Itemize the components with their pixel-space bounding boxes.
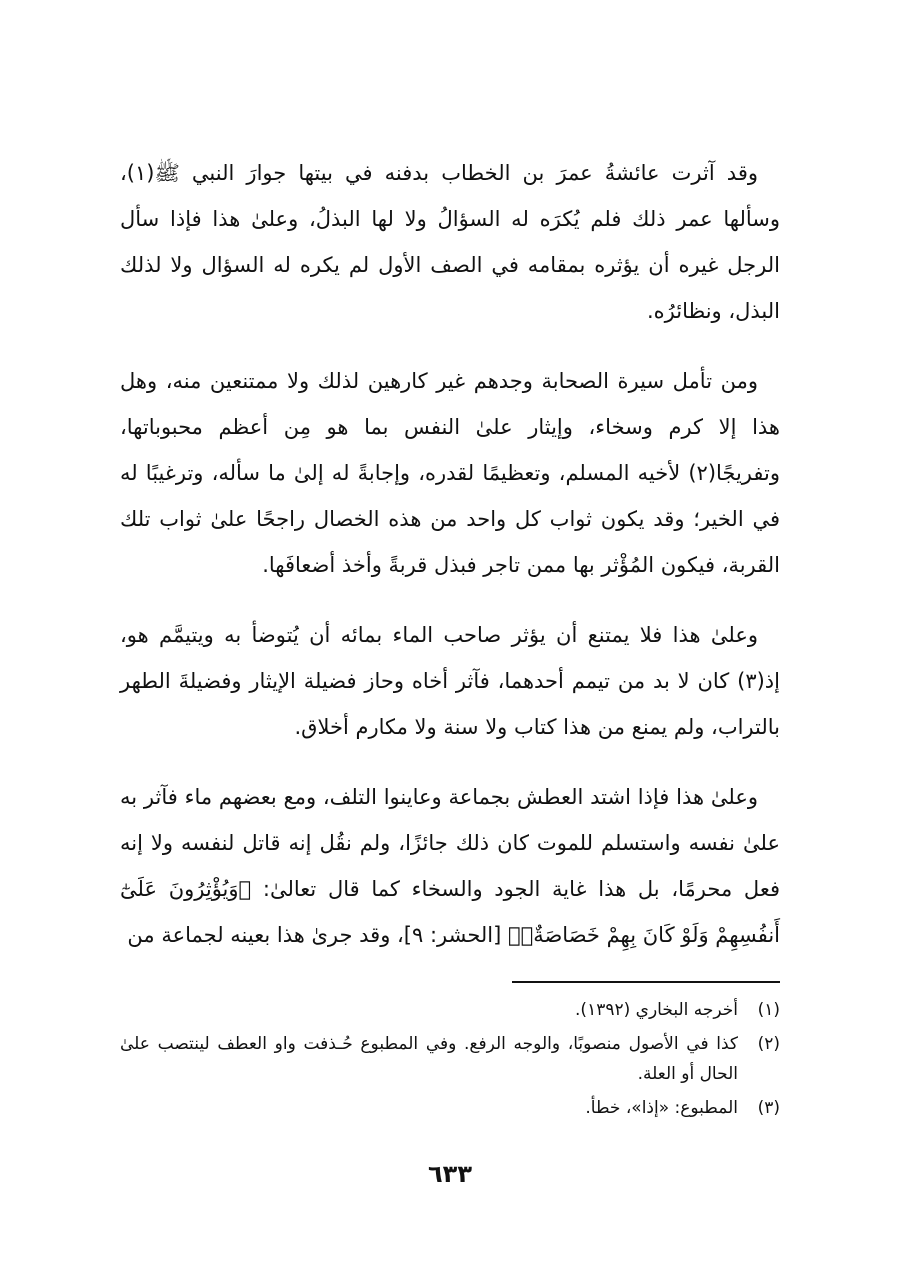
paragraph: وعلىٰ هذا فإذا اشتد العطش بجماعة وعاينوا التلف، ومع بعضهم ماء فآثر به علىٰ نفسه واستسلم للموت كان ذلك جائزًا، ولم نقُل إنه قاتل لنفسه ولا إنه فعل محرمًا، بل هذا غاية الجود والسخاء كما قال تعالىٰ: ﴿وَيُؤْثِرُونَ عَلَىٰٓ أَنفُسِهِمْ وَلَوْ كَانَ بِهِمْ خَصَاصَةٌۚ﴾ [الحشر: ٩]، وقد جرىٰ هذا بعينه لجماعة من bbox=[120, 785, 780, 947]
footnote-text: كذا في الأصول منصوبًا، والوجه الرفع. وفي المطبوع حُـذفت واو العطف لينتصب علىٰ الحال أو العلة. bbox=[120, 1034, 738, 1084]
footnotes-section bbox=[120, 995, 780, 1127]
paragraph: وقد آثرت عائشةُ عمرَ بن الخطاب بدفنه في بيتها جوارَ النبي ﷺ(١)، وسألها عمر ذلك فلم يُكرَه له السؤالُ ولا لها البذلُ، وعلىٰ هذا فإذا سأل الرجل غيره أن يؤثره بمقامه في الصف الأول لم يكره له السؤال ولا لذلك البذل، ونظائرُه. bbox=[120, 161, 780, 323]
main-text-block bbox=[120, 150, 780, 958]
footnote bbox=[120, 1093, 780, 1123]
page-number: ٦٣٣ bbox=[428, 1160, 472, 1188]
footnote-text: أخرجه البخاري (١٣٩٢). bbox=[575, 1000, 738, 1020]
footnote bbox=[120, 1029, 780, 1089]
footnote-text: المطبوع: «إذا»، خطأ. bbox=[585, 1098, 738, 1118]
footnote-number: (٣) bbox=[757, 1098, 780, 1118]
footnote-number: (١) bbox=[757, 1000, 780, 1020]
footnote-divider bbox=[512, 981, 780, 983]
footnote bbox=[120, 995, 780, 1025]
footnote-number: (٢) bbox=[757, 1034, 780, 1054]
paragraph: ومن تأمل سيرة الصحابة وجدهم غير كارهين لذلك ولا ممتنعين منه، وهل هذا إلا كرم وسخاء، وإيثار علىٰ النفس بما هو مِن أعظم محبوباتها، وتفريجًا(٢) لأخيه المسلم، وتعظيمًا لقدره، وإجابةً له إلىٰ ما سأله، وترغيبًا له في الخير؛ وقد يكون ثواب كل واحد من هذه الخصال راجحًا علىٰ ثواب تلك القربة، فيكون المُؤْثر بها ممن تاجر فبذل قربةً وأخذ أضعافَها. bbox=[120, 369, 780, 577]
paragraph: وعلىٰ هذا فلا يمتنع أن يؤثر صاحب الماء بمائه أن يُتوضأ به ويتيمَّم هو، إذ(٣) كان لا بد من تيمم أحدهما، فآثر أخاه وحاز فضيلة الإيثار وفضيلةَ الطهر بالتراب، ولم يمنع من هذا كتاب ولا سنة ولا مكارم أخلاق. bbox=[120, 623, 780, 739]
